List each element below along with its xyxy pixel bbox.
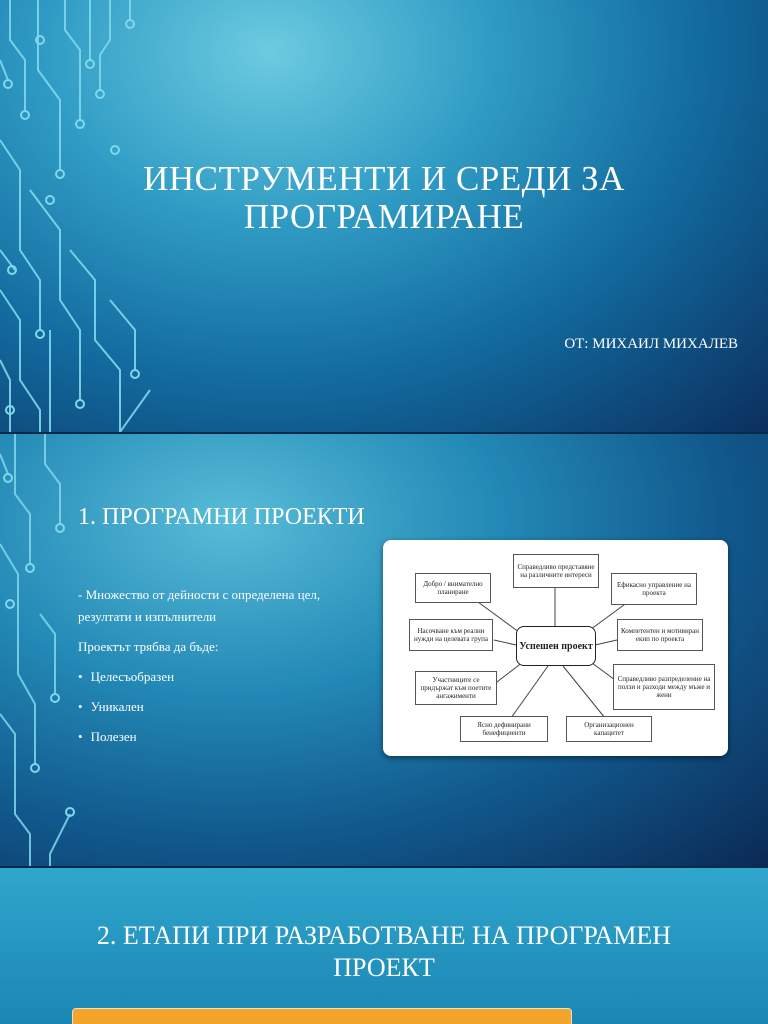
- diagram-node: Организационен капацитет: [566, 716, 652, 742]
- bullet-list: [78, 666, 368, 748]
- section-title: 1. ПРОГРАМНИ ПРОЕКТИ: [78, 504, 365, 530]
- slide-body: [78, 584, 368, 756]
- programming-projects-slide[interactable]: [0, 434, 768, 866]
- diagram-node: Участниците се придържат към поетите ангажименти: [415, 671, 497, 705]
- bullet-item: • Уникален: [78, 696, 368, 718]
- diagram-node: Справедливо представяне на различните интереси: [513, 554, 599, 588]
- diagram-node: Ефикасно управление на проекта: [611, 573, 697, 605]
- success-factors-diagram: [383, 540, 728, 756]
- diagram-node: Насочване към реални нужди на целевата група: [409, 619, 493, 651]
- diagram-center-node: Успешен проект: [516, 626, 596, 666]
- diagram-node: Справедливо разпределение на ползи и разходи между мъже и жени: [613, 664, 715, 710]
- development-stages-slide[interactable]: [0, 868, 768, 1024]
- title-slide[interactable]: [0, 0, 768, 432]
- diagram-node: Ясно дефинирани бенефициенти: [460, 716, 548, 742]
- lead-text: Проектът трябва да бъде:: [78, 639, 219, 654]
- diagram-node: Компетентен и мотивиран екип по проекта: [617, 619, 703, 651]
- definition-text: - Множество от дейности с определена цел, резултати и изпълнители: [78, 587, 321, 624]
- section-title: 2. ЕТАПИ ПРИ РАЗРАБОТВАНЕ НА ПРОГРАМЕН ПРОЕКТ: [96, 921, 672, 982]
- diagram-node: Добро / внимателно планиране: [415, 573, 491, 603]
- author-label: ОТ: МИХАИЛ МИХАЛЕВ: [564, 336, 738, 352]
- presentation-title: ИНСТРУМЕНТИ И СРЕДИ ЗА ПРОГРАМИРАНЕ: [143, 159, 625, 236]
- bullet-item: • Целесъобразен: [78, 666, 368, 688]
- bullet-item: • Полезен: [78, 726, 368, 748]
- circuit-decoration: [0, 434, 90, 866]
- stage-box: [72, 1008, 572, 1024]
